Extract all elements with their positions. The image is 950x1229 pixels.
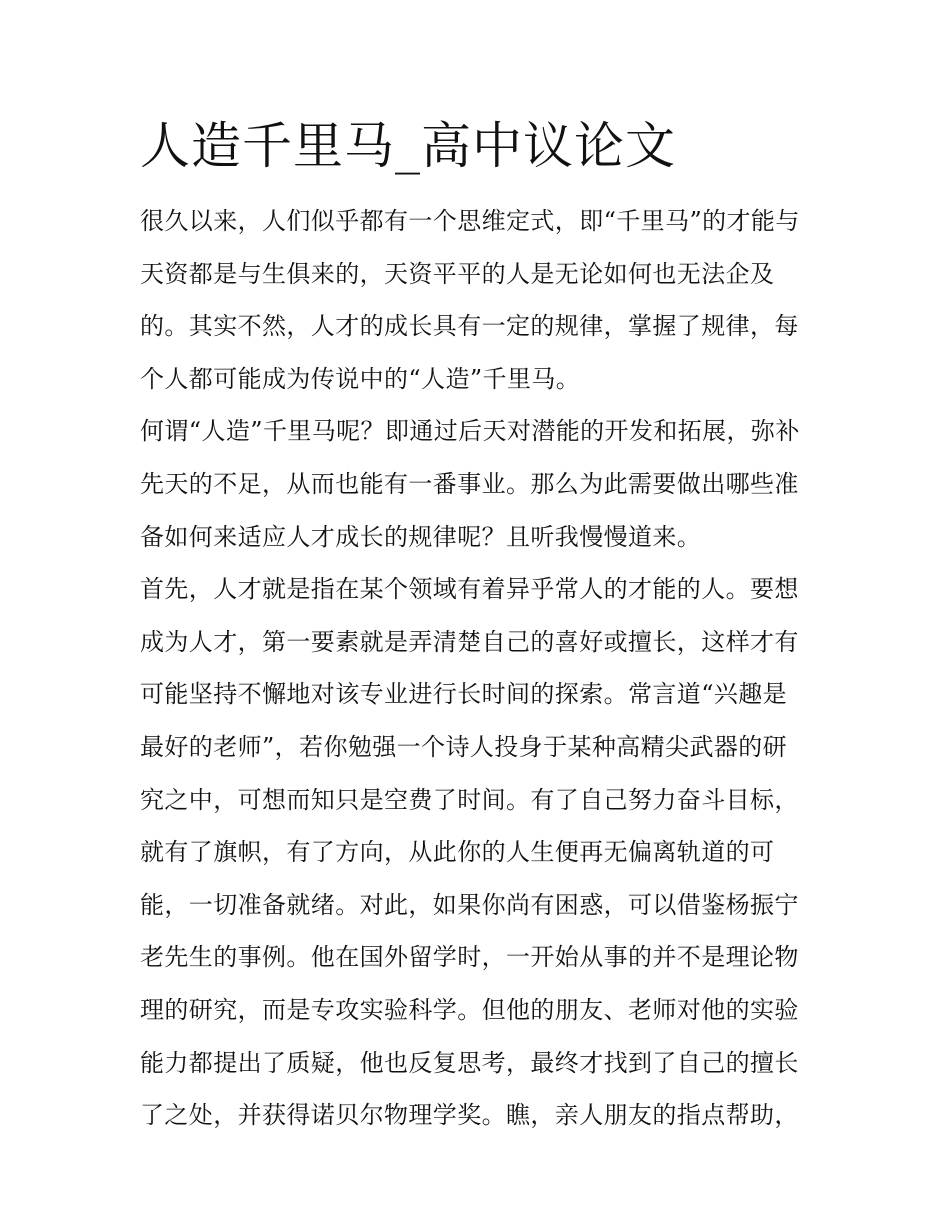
document-body	[140, 200, 820, 1147]
text-line: 究之中，可想而知只是空费了时间。有了自己努力奋斗目标，	[140, 785, 799, 814]
text-line: 能，一切准备就绪。对此，如果你尚有困惑，可以借鉴杨振宁	[140, 890, 799, 919]
text-line: 能力都提出了质疑，他也反复思考，最终才找到了自己的擅长	[140, 1048, 799, 1077]
document-title: 人造千里马_高中议论文	[140, 117, 676, 175]
text-line: 天资都是与生俱来的，天资平平的人是无论如何也无法企及	[140, 259, 775, 288]
text-line: 理的研究，而是专攻实验科学。但他的朋友、老师对他的实验	[140, 995, 799, 1024]
text-line: 的。其实不然，人才的成长具有一定的规律，掌握了规律，每	[140, 312, 799, 341]
text-line: 成为人才，第一要素就是弄清楚自己的喜好或擅长，这样才有	[140, 627, 799, 656]
text-line: 备如何来适应人才成长的规律呢？且听我慢慢道来。	[140, 522, 702, 551]
text-line: 老先生的事例。他在国外留学时，一开始从事的并不是理论物	[140, 943, 799, 972]
text-line: 首先，人才就是指在某个领域有着异乎常人的才能的人。要想	[140, 575, 799, 604]
text-line: 了之处，并获得诺贝尔物理学奖。瞧，亲人朋友的指点帮助，	[140, 1101, 799, 1130]
text-line: 最好的老师”，若你勉强一个诗人投身于某种高精尖武器的研	[140, 732, 788, 761]
text-line: 个人都可能成为传说中的“人造”千里马。	[140, 364, 581, 393]
text-line: 何谓“人造”千里马呢？即通过后天对潜能的开发和拓展，弥补	[140, 417, 800, 446]
text-line: 可能坚持不懈地对该专业进行长时间的探索。常言道“兴趣是	[140, 680, 788, 709]
text-line: 先天的不足，从而也能有一番事业。那么为此需要做出哪些准	[140, 469, 799, 498]
text-line: 很久以来，人们似乎都有一个思维定式，即“千里马”的才能与	[140, 207, 800, 235]
text-line: 就有了旗帜，有了方向，从此你的人生便再无偏离轨道的可	[140, 838, 775, 867]
